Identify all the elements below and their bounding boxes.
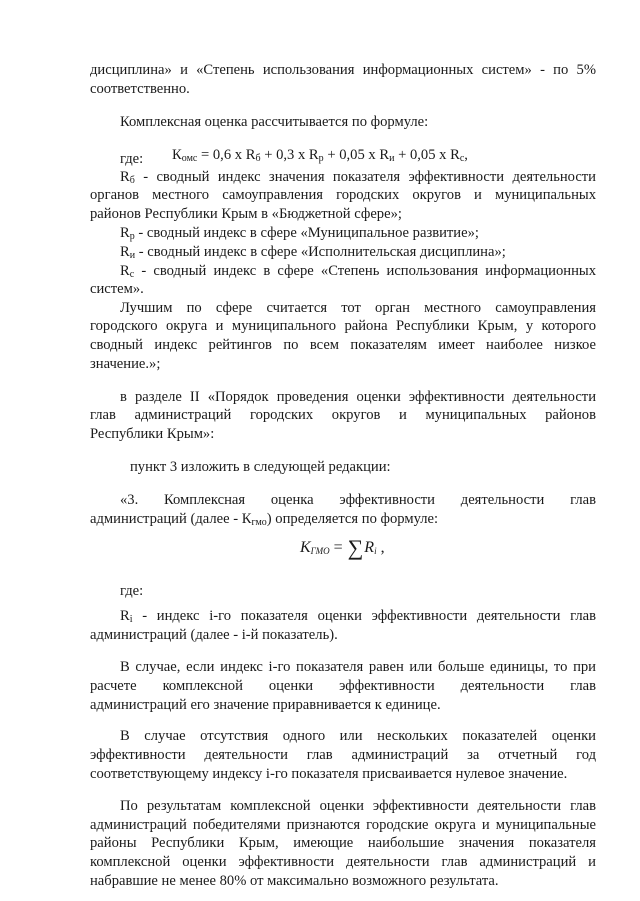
text-line: $R_и$ - сводный индекс в сфере «Исполнительская дисциплина»; — [120, 244, 506, 261]
text-line: городского округа и муниципального района Республики Крым, у которого — [90, 318, 596, 334]
text-line: По результатам комплексной оценки эффективности деятельности глав — [120, 798, 596, 814]
text-line: набравшие не менее 80% от максимально возможного результата. — [90, 873, 499, 889]
text-line: $R_i$ - индекс i-го показателя оценки эффективности деятельности глав — [120, 608, 596, 625]
text-line: администраций (далее - $К_{гмо}$) определяется по формуле: — [90, 511, 439, 528]
text-line: дисциплина» и «Степень использования информационных систем» - по 5% — [90, 62, 596, 78]
text-line: администраций (далее - i-й показатель). — [90, 627, 338, 643]
text-line: В случае, если индекс i-го показателя равен или больше единицы, то при — [120, 659, 596, 675]
text-line: пункт 3 изложить в следующей редакции: — [130, 459, 391, 475]
text-line: где: — [120, 583, 144, 599]
text-line: Лучшим по сфере считается тот орган местного самоуправления — [120, 300, 596, 316]
text-line: районы Республики Крым, имеющие наибольшие значения показателя — [90, 835, 596, 851]
text-line: $R_р$ - сводный индекс в сфере «Муниципальное развитие»; — [120, 225, 479, 242]
formula-gmo: $K_{ГМО} = \sum R_i$ , — [300, 535, 385, 560]
text-line: органов местного самоуправления городских округов и муниципальных — [90, 187, 596, 203]
text-line: комплексной оценки эффективности деятельности глав администраций и — [90, 854, 596, 870]
text-line: Республики Крым»: — [90, 426, 215, 442]
text-line: эффективности деятельности глав администраций за отчетный год — [90, 747, 596, 763]
text-line: где: — [120, 151, 144, 167]
text-line: сводный индекс рейтингов по всем показателям имеет наиболее низкое — [90, 337, 596, 353]
text-line: соответственно. — [90, 81, 190, 97]
formula-komplex: $К_{омс} = 0,6$ х $R_б + 0,3$ х $R_р + 0,05$ х $R_и + 0,05$ х $R_с$, — [172, 146, 468, 164]
text-line: в разделе II «Порядок проведения оценки эффективности деятельности — [120, 389, 596, 405]
text-line: В случае отсутствия одного или нескольких показателей оценки — [120, 728, 596, 744]
text-line: значение.»; — [90, 356, 161, 372]
text-line: соответствующему индексу i-го показателя присваивается нулевое значение. — [90, 766, 568, 782]
text-line: глав администраций городских округов и муниципальных районов — [90, 407, 596, 423]
text-line: систем». — [90, 281, 144, 297]
text-line: Комплексная оценка рассчитывается по формуле: — [120, 114, 429, 130]
text-line: администраций победителями признаются городские округа и муниципальные — [90, 817, 596, 833]
text-line: районов Республики Крым в «Бюджетной сфере»; — [90, 206, 402, 222]
text-line: $R_б$ - сводный индекс значения показателя эффективности деятельности — [120, 169, 596, 186]
text-line: $R_с$ - сводный индекс в сфере «Степень использования информационных — [120, 263, 596, 280]
text-line: администраций его значение приравнивается к единице. — [90, 697, 441, 713]
text-line: «3. Комплексная оценка эффективности деятельности глав — [120, 492, 596, 508]
text-line: расчете комплексной оценки эффективности деятельности глав — [90, 678, 596, 694]
